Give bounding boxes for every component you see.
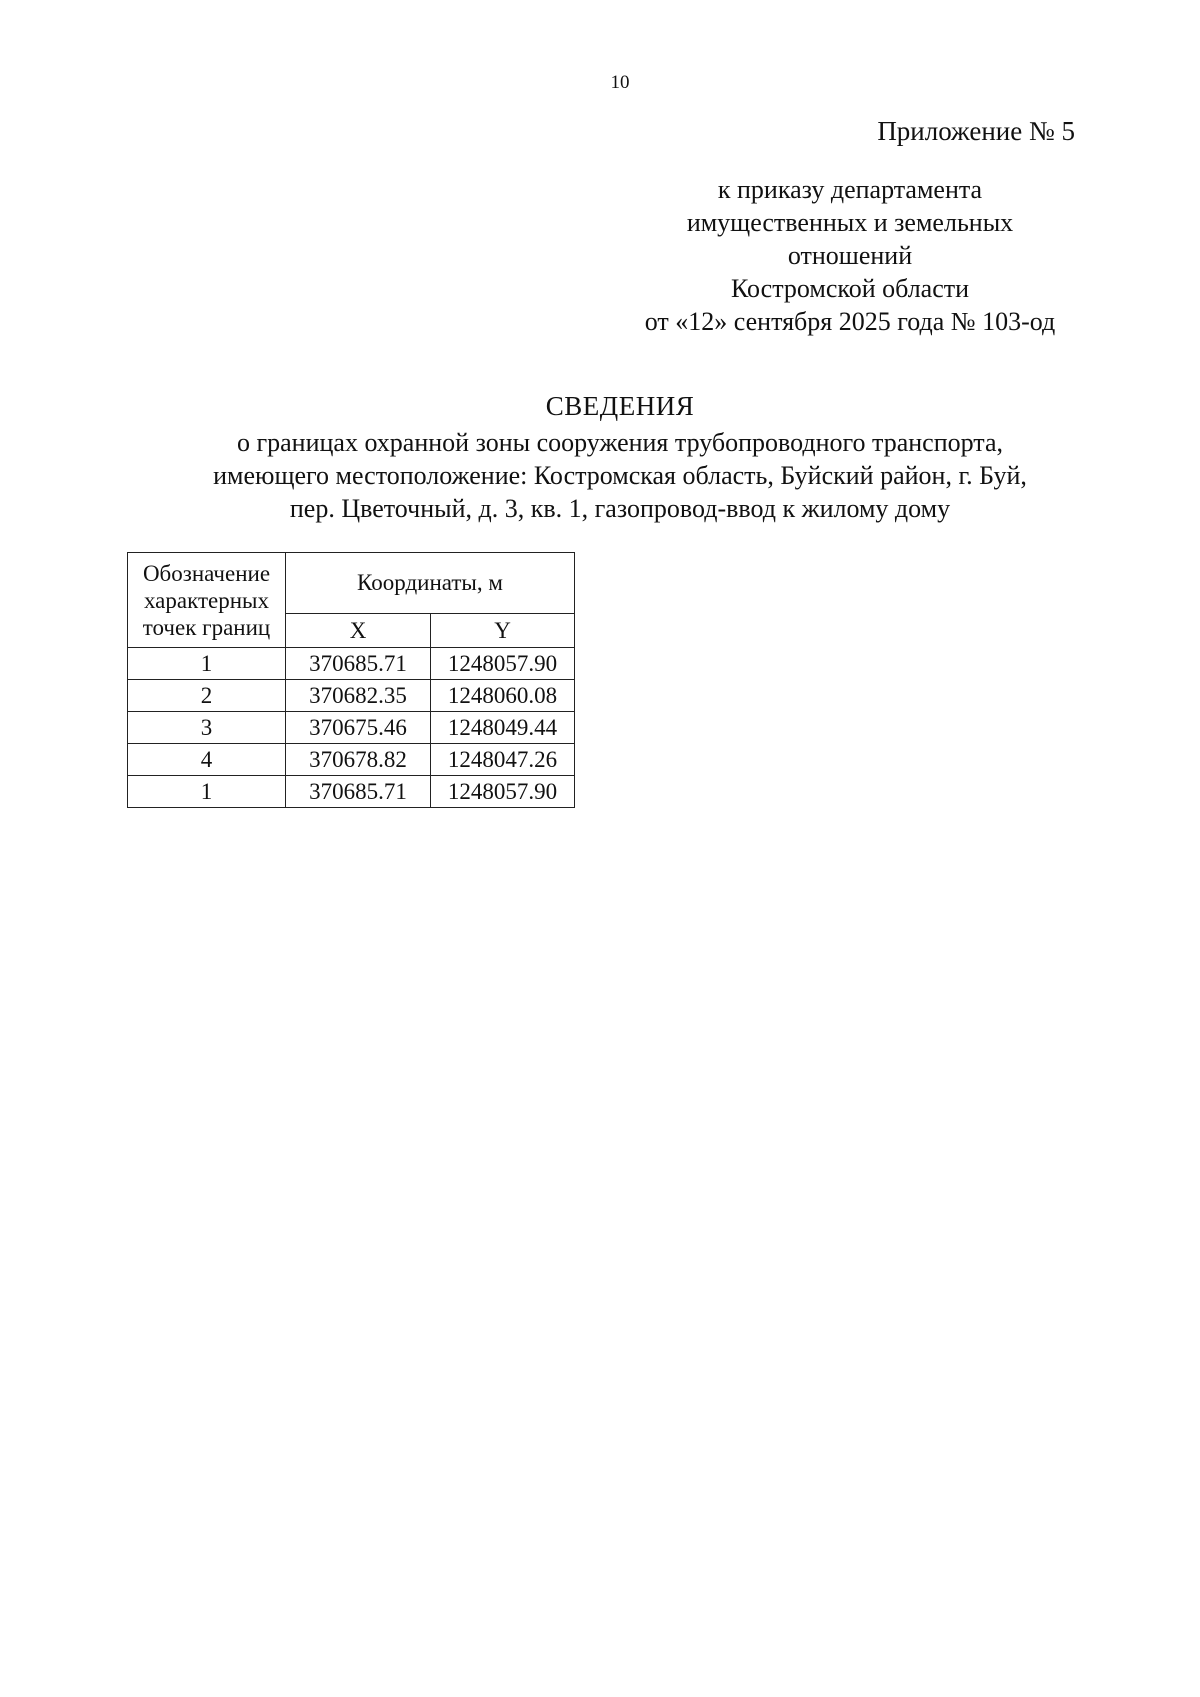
subheading-line: о границах охранной зоны сооружения трубопроводного транспорта,	[236, 428, 1004, 457]
y-header: Y	[431, 614, 575, 648]
y-cell: 1248060.08	[431, 680, 575, 712]
x-cell: 370675.46	[286, 712, 431, 744]
table-row	[128, 776, 575, 808]
appendix-title: Приложение № 5	[877, 116, 1075, 146]
subheading-line: имеющего местоположение: Костромская область, Буйский район, г. Буй,	[213, 461, 1027, 490]
point-cell: 3	[128, 712, 286, 744]
page-number: 10	[610, 72, 630, 93]
point-header-line: характерных	[143, 587, 269, 613]
subheading-line: пер. Цветочный, д. 3, кв. 1, газопровод-ввод к жилому дому	[289, 494, 951, 523]
table-row	[128, 680, 575, 712]
table-row	[128, 648, 575, 680]
document-subheading	[120, 426, 1120, 525]
x-cell: 370682.35	[286, 680, 431, 712]
point-designation-header	[128, 553, 286, 648]
order-line: к приказу департамента	[717, 175, 983, 204]
point-header-line: точек границ	[142, 614, 271, 640]
point-cell: 1	[128, 648, 286, 680]
order-line: отношений	[787, 241, 913, 270]
y-cell: 1248047.26	[431, 744, 575, 776]
x-cell: 370685.71	[286, 776, 431, 808]
point-cell: 1	[128, 776, 286, 808]
order-line: Костромской области	[730, 274, 970, 303]
y-cell: 1248057.90	[431, 776, 575, 808]
y-cell: 1248049.44	[431, 712, 575, 744]
x-cell: 370678.82	[286, 744, 431, 776]
point-cell: 4	[128, 744, 286, 776]
table-header-row	[128, 553, 575, 614]
order-line: имущественных и земельных	[686, 208, 1014, 237]
table-row	[128, 712, 575, 744]
table-row	[128, 744, 575, 776]
coordinates-header: Координаты, м	[286, 553, 575, 614]
y-cell: 1248057.90	[431, 648, 575, 680]
order-reference	[600, 173, 1100, 338]
coordinates-table	[127, 552, 575, 808]
x-cell: 370685.71	[286, 648, 431, 680]
point-cell: 2	[128, 680, 286, 712]
point-header-line: Обозначение	[142, 560, 271, 586]
document-heading: СВЕДЕНИЯ	[545, 391, 695, 421]
order-line: от «12» сентября 2025 года № 103-од	[644, 307, 1056, 336]
x-header: X	[286, 614, 431, 648]
